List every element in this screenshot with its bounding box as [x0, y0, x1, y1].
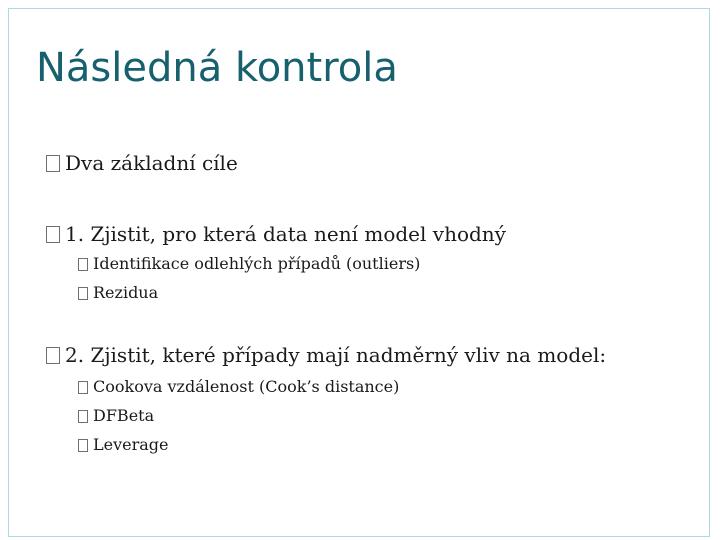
- bullet-item-goal-2: [46, 345, 606, 365]
- sub-bullet-item-residuals: [78, 285, 158, 301]
- bullet-text: 1. Zjistit, pro která data není model vhodný: [65, 222, 506, 246]
- slide-title: Následná kontrola: [36, 45, 398, 91]
- sub-bullet-item-leverage: [78, 437, 169, 453]
- sub-bullet-text: Leverage: [93, 435, 169, 454]
- bullet-text: 2. Zjistit, které případy mají nadměrný vliv na model:: [65, 343, 607, 367]
- sub-bullet-item-dfbeta: [78, 408, 154, 424]
- bullet-item-goal-1: [46, 224, 506, 244]
- missing-glyph-box-icon: [78, 381, 88, 394]
- sub-bullet-text: Identifikace odlehlých případů (outliers): [93, 254, 421, 273]
- missing-glyph-box-icon: [78, 287, 88, 300]
- missing-glyph-box-icon: [46, 347, 60, 364]
- missing-glyph-box-icon: [46, 226, 60, 243]
- missing-glyph-box-icon: [46, 155, 60, 172]
- sub-bullet-text: Rezidua: [93, 283, 159, 302]
- sub-bullet-item-cooks-distance: [78, 379, 399, 395]
- sub-bullet-text: DFBeta: [93, 406, 155, 425]
- missing-glyph-box-icon: [78, 439, 88, 452]
- missing-glyph-box-icon: [78, 410, 88, 423]
- bullet-text: Dva základní cíle: [65, 151, 238, 175]
- sub-bullet-text: Cookova vzdálenost (Cook’s distance): [93, 377, 400, 396]
- missing-glyph-box-icon: [78, 258, 88, 271]
- sub-bullet-item-outliers: [78, 256, 420, 272]
- bullet-item-goals: [46, 153, 238, 173]
